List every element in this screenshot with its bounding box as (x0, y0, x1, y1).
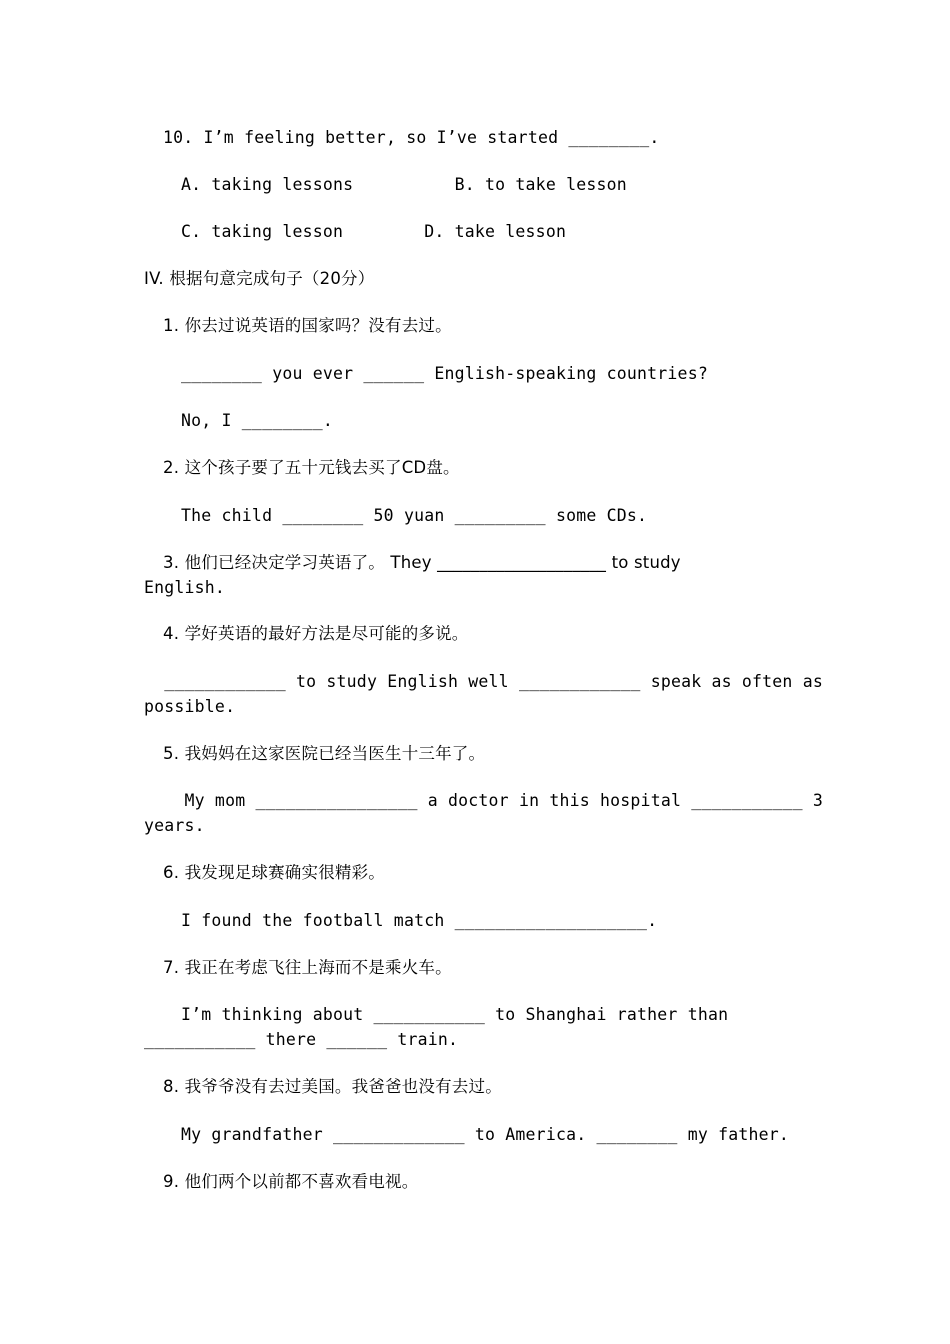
item-5-english-line1: My mom ________________ a doctor in this hospital ___________ 3 (144, 791, 823, 810)
item-1-chinese: 1. 你去过说英语的国家吗？没有去过。 (163, 316, 452, 335)
q10-options-row2: C. taking lesson D. take lesson (181, 222, 567, 241)
item-3-english-tail: English. (144, 578, 226, 597)
q10-options-row1: A. taking lessons B. to take lesson (181, 175, 627, 194)
item-6-english: I found the football match ___________________. (181, 911, 658, 930)
item-7-english-line1: I’m thinking about ___________ to Shanghai rather than (181, 1005, 729, 1024)
q10-stem: 10. I’m feeling better, so I’ve started ________. (163, 128, 660, 147)
item-7-english-tail: ___________ there ______ train. (144, 1030, 459, 1049)
item-2-english: The child ________ 50 yuan _________ some CDs. (181, 506, 648, 525)
item-1-english-line1: ________ you ever ______ English-speaking countries? (181, 364, 708, 383)
item-8-english: My grandfather _____________ to America. ________ my father. (181, 1125, 790, 1144)
item-4-english-tail: possible. (144, 697, 236, 716)
item-5-chinese: 5. 我妈妈在这家医院已经当医生十三年了。 (163, 744, 486, 763)
item-4-chinese: 4. 学好英语的最好方法是尽可能的多说。 (163, 624, 469, 643)
item-7-chinese: 7. 我正在考虑飞往上海而不是乘火车。 (163, 958, 452, 977)
item-9-chinese: 9. 他们两个以前都不喜欢看电视。 (163, 1172, 419, 1191)
item-8-chinese: 8. 我爷爷没有去过美国。我爸爸也没有去过。 (163, 1077, 502, 1096)
item-6-chinese: 6. 我发现足球赛确实很精彩。 (163, 863, 385, 882)
section-heading: IV. 根据句意完成句子（20分） (144, 269, 375, 288)
item-3-chinese: 3. 他们已经决定学习英语了。 They ____________________ to study (163, 553, 681, 572)
item-1-english-line2: No, I ________. (181, 411, 334, 430)
item-4-english-line1: ____________ to study English well ____________ speak as often as (144, 672, 823, 691)
item-2-chinese: 2. 这个孩子要了五十元钱去买了CD盘。 (163, 458, 460, 477)
item-5-english-tail: years. (144, 816, 205, 835)
